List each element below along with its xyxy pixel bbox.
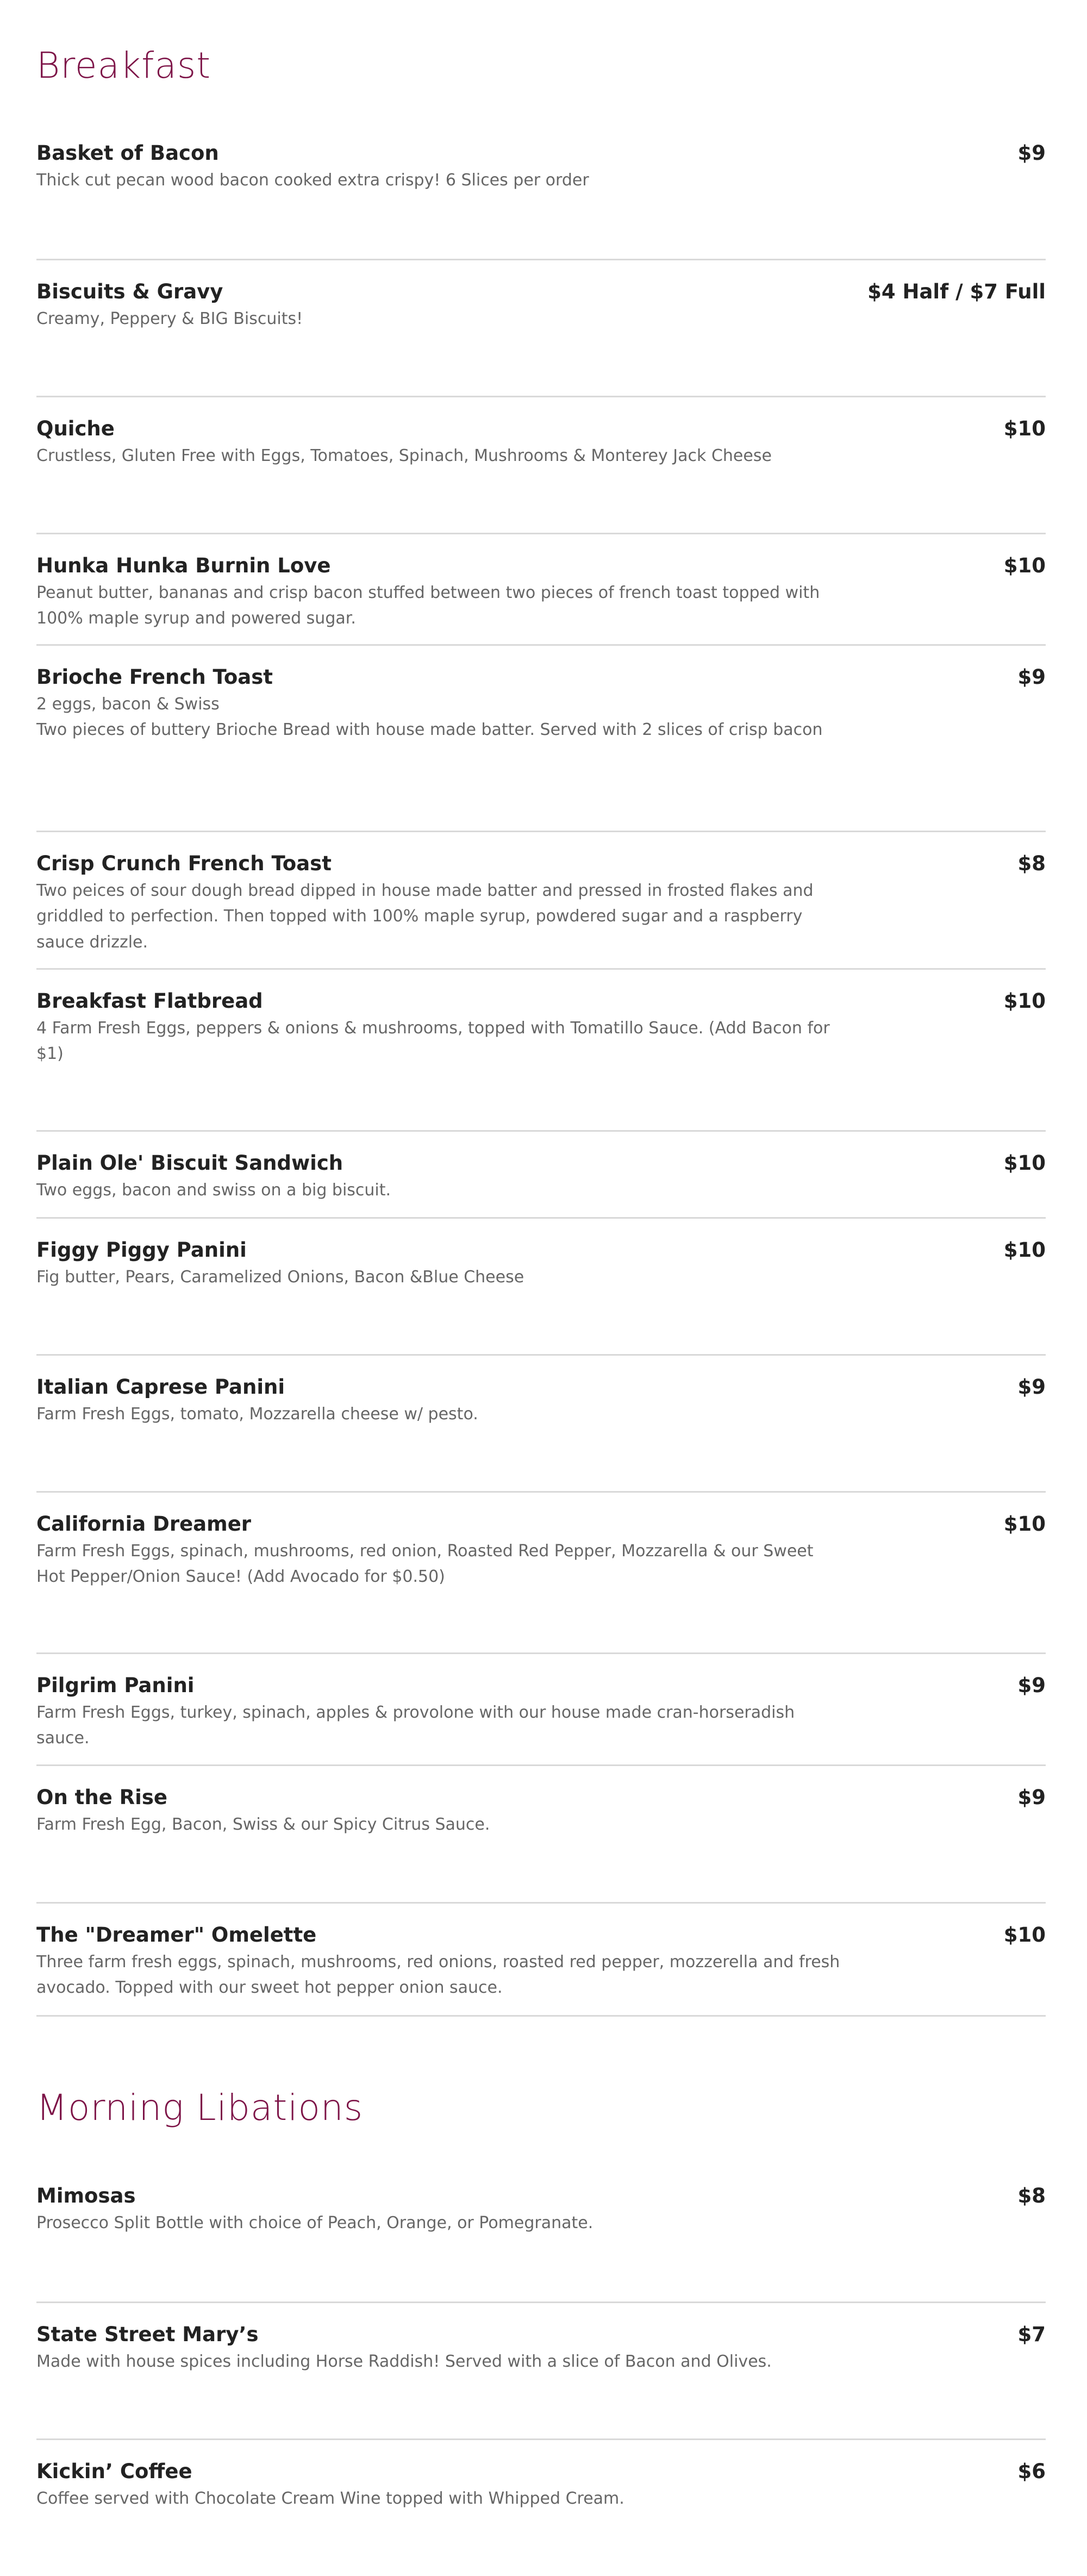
item-description-line: Fig butter, Pears, Caramelized Onions, Bacon &Blue Cheese — [36, 1268, 524, 1287]
item-name: Breakfast Flatbread — [36, 989, 263, 1013]
item-description-line: Two peices of sour dough bread dipped in house made batter and pressed in frosted flakes and griddled to perfection. Then topped with 100% maple syrup, powdered sugar and a raspberry sauce drizzle. — [36, 881, 814, 952]
item-description-line: 2 eggs, bacon & Swiss — [36, 695, 220, 714]
item-description — [36, 443, 841, 469]
item-name: Brioche French Toast — [36, 665, 273, 689]
menu-item — [36, 1902, 1046, 2017]
item-description — [36, 1177, 841, 1203]
item-description — [36, 2210, 841, 2236]
item-description-line: Farm Fresh Eggs, tomato, Mozzarella cheese w/ pesto. — [36, 1405, 478, 1424]
item-name: Basket of Bacon — [36, 141, 219, 165]
item-description-line: Farm Fresh Eggs, turkey, spinach, apples & provolone with our house made cran-horseradish sauce. — [36, 1703, 795, 1748]
item-description — [36, 580, 841, 632]
item-price: $10 — [1003, 989, 1046, 1013]
menu-item — [36, 1491, 1046, 1654]
item-description — [36, 1401, 841, 1427]
item-name: Italian Caprese Panini — [36, 1375, 285, 1399]
item-description-line: Farm Fresh Egg, Bacon, Swiss & our Spicy Citrus Sauce. — [36, 1815, 490, 1834]
item-name: Hunka Hunka Burnin Love — [36, 554, 331, 577]
item-price: $9 — [1017, 1674, 1046, 1697]
item-price: $4 Half / $7 Full — [867, 280, 1046, 303]
menu-item — [36, 2184, 1046, 2301]
item-price: $10 — [1003, 554, 1046, 577]
menu-item — [36, 831, 1046, 969]
item-description — [36, 691, 841, 743]
item-description-line: Peanut butter, bananas and crisp bacon stuffed between two pieces of french toast topped with 100% maple syrup and powered sugar. — [36, 583, 820, 628]
menu-item — [36, 396, 1046, 534]
item-price: $7 — [1017, 2323, 1046, 2346]
item-description-line: Creamy, Peppery & BIG Biscuits! — [36, 309, 303, 328]
item-name: On the Rise — [36, 1786, 167, 1809]
item-description — [36, 1812, 841, 1837]
item-price: $9 — [1017, 1375, 1046, 1399]
item-price: $8 — [1017, 2184, 1046, 2207]
item-price: $9 — [1017, 1786, 1046, 1809]
item-description — [36, 1264, 841, 1290]
item-description — [36, 1700, 841, 1751]
menu-item — [36, 141, 1046, 258]
item-name: Figgy Piggy Panini — [36, 1238, 247, 1262]
item-description — [36, 1949, 841, 2001]
item-price: $10 — [1003, 1151, 1046, 1175]
item-description — [36, 2486, 841, 2511]
item-description-line: Farm Fresh Eggs, spinach, mushrooms, red onion, Roasted Red Pepper, Mozzarella & our Sweet Hot Pepper/Onion Sauce! (Add Avocado for $0.50) — [36, 1542, 814, 1587]
item-description — [36, 1538, 841, 1590]
menu-item — [36, 644, 1046, 832]
item-description-line: 4 Farm Fresh Eggs, peppers & onions & mushrooms, topped with Tomatillo Sauce. (Add Bacon for $1) — [36, 1019, 830, 1064]
item-price: $10 — [1003, 1512, 1046, 1536]
menu-item — [36, 1130, 1046, 1218]
item-name: Kickin’ Coffee — [36, 2460, 192, 2483]
item-description — [36, 878, 841, 955]
item-description-line: Thick cut pecan wood bacon cooked extra crispy! 6 Slices per order — [36, 171, 589, 190]
section-title-morning-libations: Morning Libations — [36, 2087, 364, 2129]
item-name: Pilgrim Panini — [36, 1674, 195, 1697]
item-description-line: Coffee served with Chocolate Cream Wine topped with Whipped Cream. — [36, 2489, 624, 2508]
item-description-line: Two eggs, bacon and swiss on a big biscuit. — [36, 1181, 391, 1200]
item-description — [36, 2349, 841, 2374]
item-price: $10 — [1003, 1923, 1046, 1947]
item-price: $6 — [1017, 2460, 1046, 2483]
item-description — [36, 167, 841, 193]
menu-item — [36, 1764, 1046, 1903]
item-name: The "Dreamer" Omelette — [36, 1923, 317, 1947]
item-price: $9 — [1017, 141, 1046, 165]
item-description-line: Made with house spices including Horse Raddish! Served with a slice of Bacon and Olives. — [36, 2352, 772, 2371]
item-name: California Dreamer — [36, 1512, 252, 1536]
item-description-line: Crustless, Gluten Free with Eggs, Tomatoes, Spinach, Mushrooms & Monterey Jack Cheese — [36, 446, 772, 465]
item-description-line: Three farm fresh eggs, spinach, mushrooms, red onions, roasted red pepper, mozzerella and fresh avocado. Topped with our sweet hot pepper onion sauce. — [36, 1953, 840, 1998]
item-name: Crisp Crunch French Toast — [36, 852, 332, 875]
item-description-line: Prosecco Split Bottle with choice of Peach, Orange, or Pomegranate. — [36, 2213, 594, 2232]
item-name: Mimosas — [36, 2184, 136, 2207]
menu-item — [36, 1652, 1046, 1766]
item-price: $10 — [1003, 417, 1046, 440]
item-description — [36, 1015, 841, 1067]
menu-item — [36, 533, 1046, 645]
item-price: $8 — [1017, 852, 1046, 875]
menu-item — [36, 2301, 1046, 2440]
section-title-breakfast: Breakfast — [36, 45, 211, 86]
item-name: Quiche — [36, 417, 115, 440]
item-price: $10 — [1003, 1238, 1046, 1262]
menu-item — [36, 1217, 1046, 1355]
item-price: $9 — [1017, 665, 1046, 689]
item-name: Plain Ole' Biscuit Sandwich — [36, 1151, 343, 1175]
menu-item — [36, 1354, 1046, 1492]
item-name: Biscuits & Gravy — [36, 280, 223, 303]
menu-item — [36, 968, 1046, 1131]
menu-item — [36, 2438, 1046, 2527]
item-name: State Street Mary’s — [36, 2323, 259, 2346]
menu-item — [36, 259, 1046, 397]
item-description-line: Two pieces of buttery Brioche Bread with house made batter. Served with 2 slices of crisp bacon — [36, 720, 823, 740]
item-description — [36, 306, 841, 332]
